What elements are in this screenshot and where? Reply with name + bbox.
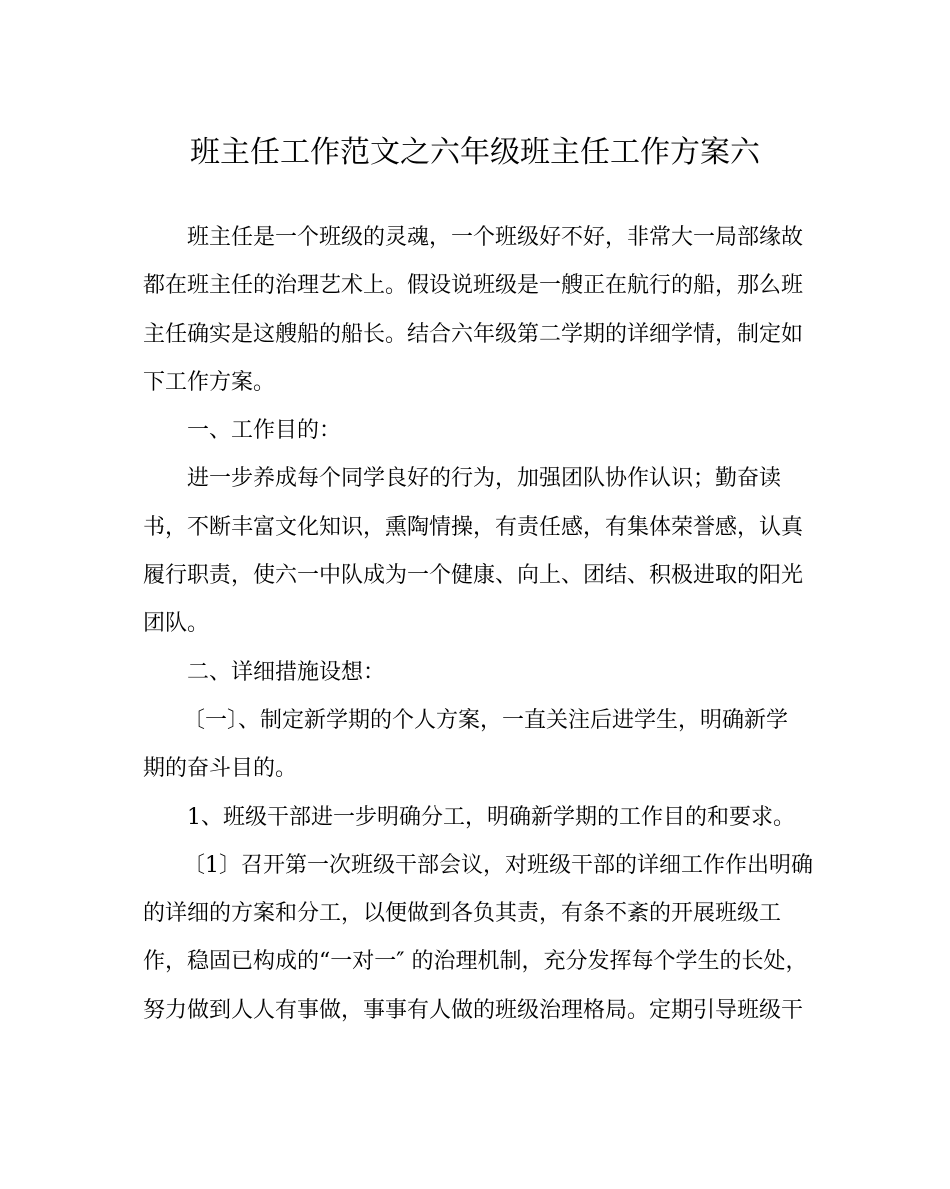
paragraph-line: 主任确实是这艘船的船长。结合六年级第二学期的详细学情，制定如 xyxy=(143,321,804,347)
document-title: 班主任工作范文之六年级班主任工作方案六 xyxy=(190,135,760,170)
paragraph-line: 1、班级干部进一步明确分工，明确新学期的工作目的和要求。 xyxy=(187,804,795,830)
paragraph-line: 努力做到人人有事做，事事有人做的班级治理格局。定期引导班级干 xyxy=(143,997,804,1023)
paragraph-line: 履行职责，使六一中队成为一个健康、向上、团结、积极进取的阳光 xyxy=(143,563,804,589)
paragraph-line: 的详细的方案和分工，以便做到各负其责，有条不紊的开展班级工 xyxy=(143,901,782,927)
paragraph-line: 进一步养成每个同学良好的行为，加强团队协作认识；勤奋读 xyxy=(187,466,782,492)
paragraph-line: 书，不断丰富文化知识，熏陶情操，有责任感，有集体荣誉感，认真 xyxy=(143,514,804,540)
paragraph-line: 期的奋斗目的。 xyxy=(143,756,298,782)
paragraph-line: 团队。 xyxy=(143,611,210,637)
document-body xyxy=(143,214,813,1035)
paragraph-line: 班主任是一个班级的灵魂，一个班级好不好，非常大一局部缘故 xyxy=(187,225,804,250)
paragraph-line: 〔一〕、制定新学期的个人方案，一直关注后进学生，明确新学 xyxy=(183,707,789,733)
paragraph-line: 都在班主任的治理艺术上。假设说班级是一艘正在航行的船，那么班 xyxy=(143,273,804,299)
paragraph-line: 作，稳固已构成的“一对一″ 的治理机制，充分发挥每个学生的长处， xyxy=(143,949,808,975)
section-heading: 一、工作目的： xyxy=(187,418,342,444)
paragraph-line: 〔1〕召开第一次班级干部会议，对班级干部的详细工作作出明确 xyxy=(183,852,813,878)
paragraph-line: 下工作方案。 xyxy=(143,369,276,395)
section-heading: 二、详细措施设想： xyxy=(187,659,386,685)
